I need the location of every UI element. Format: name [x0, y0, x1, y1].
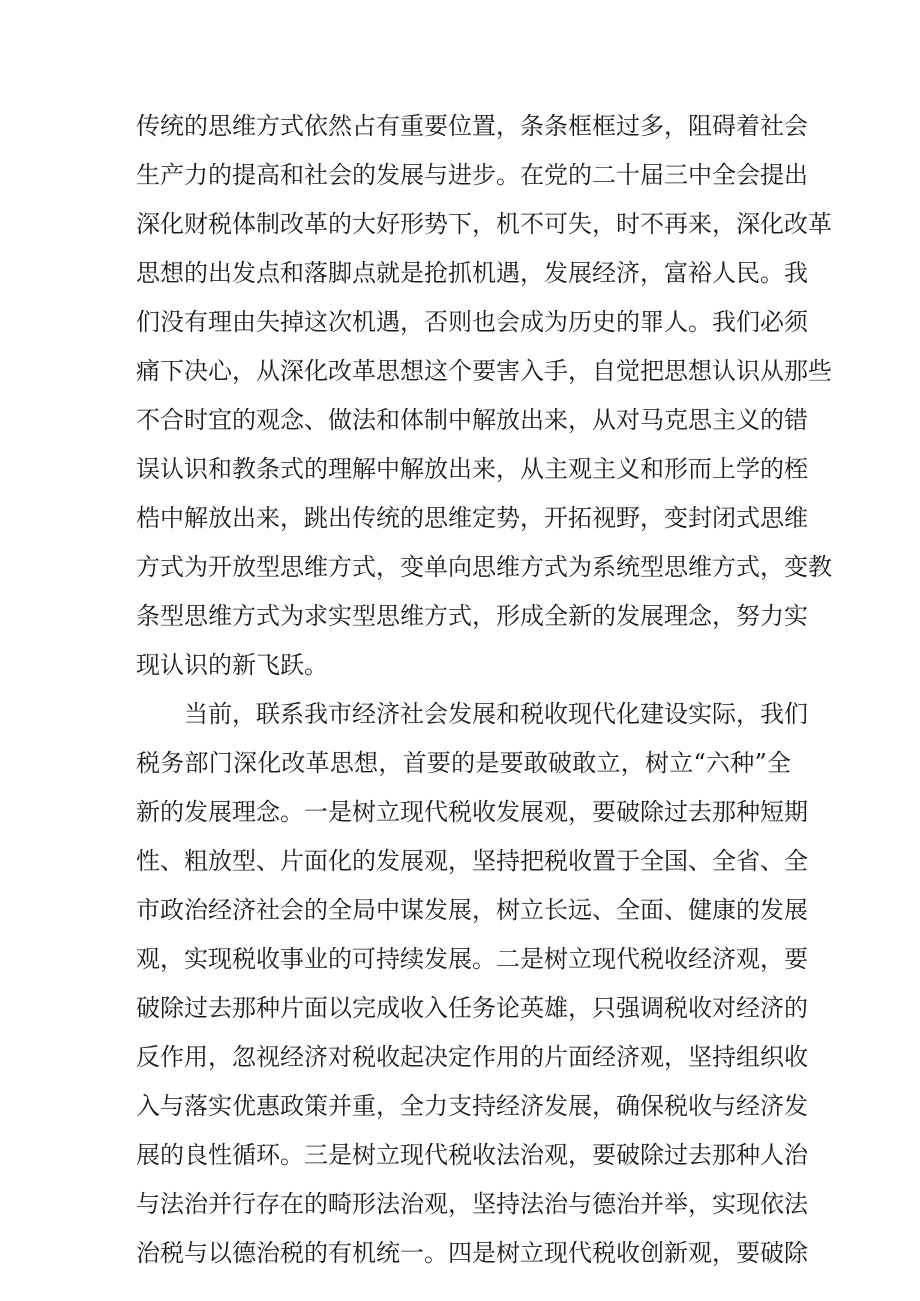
text-line: 不合时宜的观念、做法和体制中解放出来，从对马克思主义的错 — [136, 406, 808, 434]
paragraph-2 — [136, 690, 808, 1278]
text-line: 反作用，忽视经济对税收起决定作用的片面经济观，坚持组织收 — [136, 1043, 808, 1071]
text-line: 治税与以德治税的有机统一。四是树立现代税收创新观，要破除 — [136, 1239, 808, 1267]
text-line: 现认识的新飞跃。 — [136, 651, 328, 679]
text-line: 性、粗放型、片面化的发展观，坚持把税收置于全国、全省、全 — [136, 847, 808, 875]
text-line: 痛下决心，从深化改革思想这个要害入手，自觉把思想认识从那些 — [136, 357, 832, 385]
paragraph-1 — [136, 102, 832, 690]
text-line: 当前，联系我市经济社会发展和税收现代化建设实际，我们 — [184, 700, 808, 728]
text-line: 深化财税体制改革的大好形势下，机不可失，时不再来，深化改革 — [136, 210, 832, 238]
text-line: 梏中解放出来，跳出传统的思维定势，开拓视野，变封闭式思维 — [136, 504, 808, 532]
text-line: 税务部门深化改革思想，首要的是要敢破敢立，树立“六种”全 — [136, 749, 791, 777]
text-line: 市政治经济社会的全局中谋发展，树立长远、全面、健康的发展 — [136, 896, 808, 924]
text-line: 们没有理由失掉这次机遇，否则也会成为历史的罪人。我们必须 — [136, 308, 808, 336]
text-line: 方式为开放型思维方式，变单向思维方式为系统型思维方式，变教 — [136, 553, 832, 581]
body-text — [136, 102, 832, 1278]
text-line: 思想的出发点和落脚点就是抢抓机遇，发展经济，富裕人民。我 — [136, 259, 808, 287]
text-line: 入与落实优惠政策并重，全力支持经济发展，确保税收与经济发 — [136, 1092, 808, 1120]
text-line: 展的良性循环。三是树立现代税收法治观，要破除过去那种人治 — [136, 1141, 808, 1169]
text-line: 生产力的提高和社会的发展与进步。在党的二十届三中全会提出 — [136, 161, 808, 189]
text-line: 观，实现税收事业的可持续发展。二是树立现代税收经济观，要 — [136, 945, 808, 973]
text-line: 新的发展理念。一是树立现代税收发展观，要破除过去那种短期 — [136, 798, 808, 826]
text-line: 与法治并行存在的畸形法治观，坚持法治与德治并举，实现依法 — [136, 1190, 808, 1218]
text-line: 条型思维方式为求实型思维方式，形成全新的发展理念，努力实 — [136, 602, 808, 630]
text-line: 误认识和教条式的理解中解放出来，从主观主义和形而上学的桎 — [136, 455, 808, 483]
text-line: 破除过去那种片面以完成收入任务论英雄，只强调税收对经济的 — [136, 994, 808, 1022]
text-line: 传统的思维方式依然占有重要位置，条条框框过多，阻碍着社会 — [136, 112, 808, 140]
